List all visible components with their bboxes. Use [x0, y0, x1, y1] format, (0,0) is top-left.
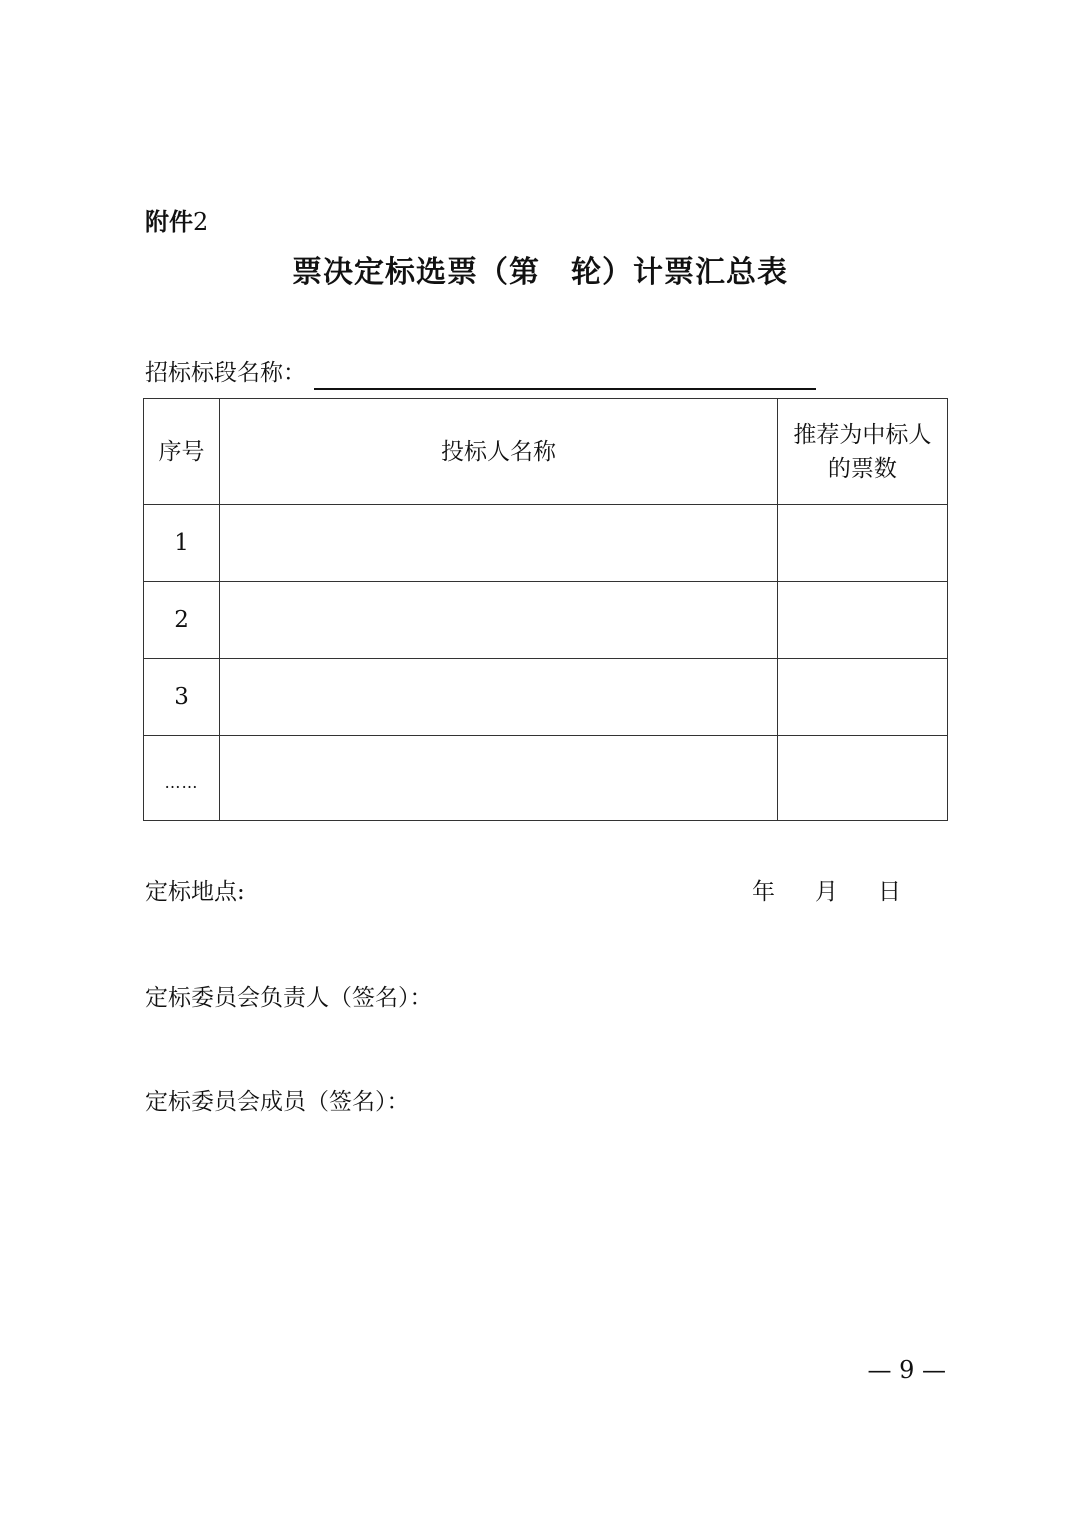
date-month: 月 [815, 879, 838, 905]
row-votes [777, 582, 947, 659]
row-bidder-name [220, 582, 778, 659]
row-votes [777, 659, 947, 736]
row-votes [777, 736, 947, 821]
location-label: 定标地点: [145, 879, 245, 905]
header-seq: 序号 [144, 399, 220, 505]
page-number: — 9 — [867, 1356, 946, 1384]
row-bidder-name [220, 505, 778, 582]
row-seq: 2 [144, 582, 220, 659]
row-bidder-name [220, 736, 778, 821]
row-seq: …… [144, 736, 220, 821]
header-votes-line2: 的票数 [827, 455, 897, 482]
document-title: 票决定标选票（第 轮）计票汇总表 [292, 255, 788, 290]
date-fields [752, 875, 901, 909]
table-row [144, 659, 948, 736]
date-day: 日 [878, 879, 901, 905]
section-name-label: 招标标段名称： [145, 360, 306, 386]
row-seq: 1 [144, 505, 220, 582]
row-bidder-name [220, 659, 778, 736]
vote-tally-table [143, 398, 948, 821]
header-votes [777, 399, 947, 505]
members-signature-label: 定标委员会成员（签名）： [145, 1089, 410, 1115]
header-votes-line1: 推荐为中标人 [793, 421, 932, 448]
table-row [144, 736, 948, 821]
date-year: 年 [752, 879, 775, 905]
leader-signature-label: 定标委员会负责人（签名）： [145, 985, 433, 1011]
attachment-prefix: 附件 [145, 208, 193, 236]
header-bidder-name: 投标人名称 [220, 399, 778, 505]
table-header-row [144, 399, 948, 505]
attachment-label [145, 204, 208, 240]
table-row [144, 582, 948, 659]
section-name-line [145, 356, 816, 390]
table-row [144, 505, 948, 582]
section-name-blank [314, 360, 816, 390]
row-votes [777, 505, 947, 582]
row-seq: 3 [144, 659, 220, 736]
attachment-number: 2 [193, 208, 209, 236]
